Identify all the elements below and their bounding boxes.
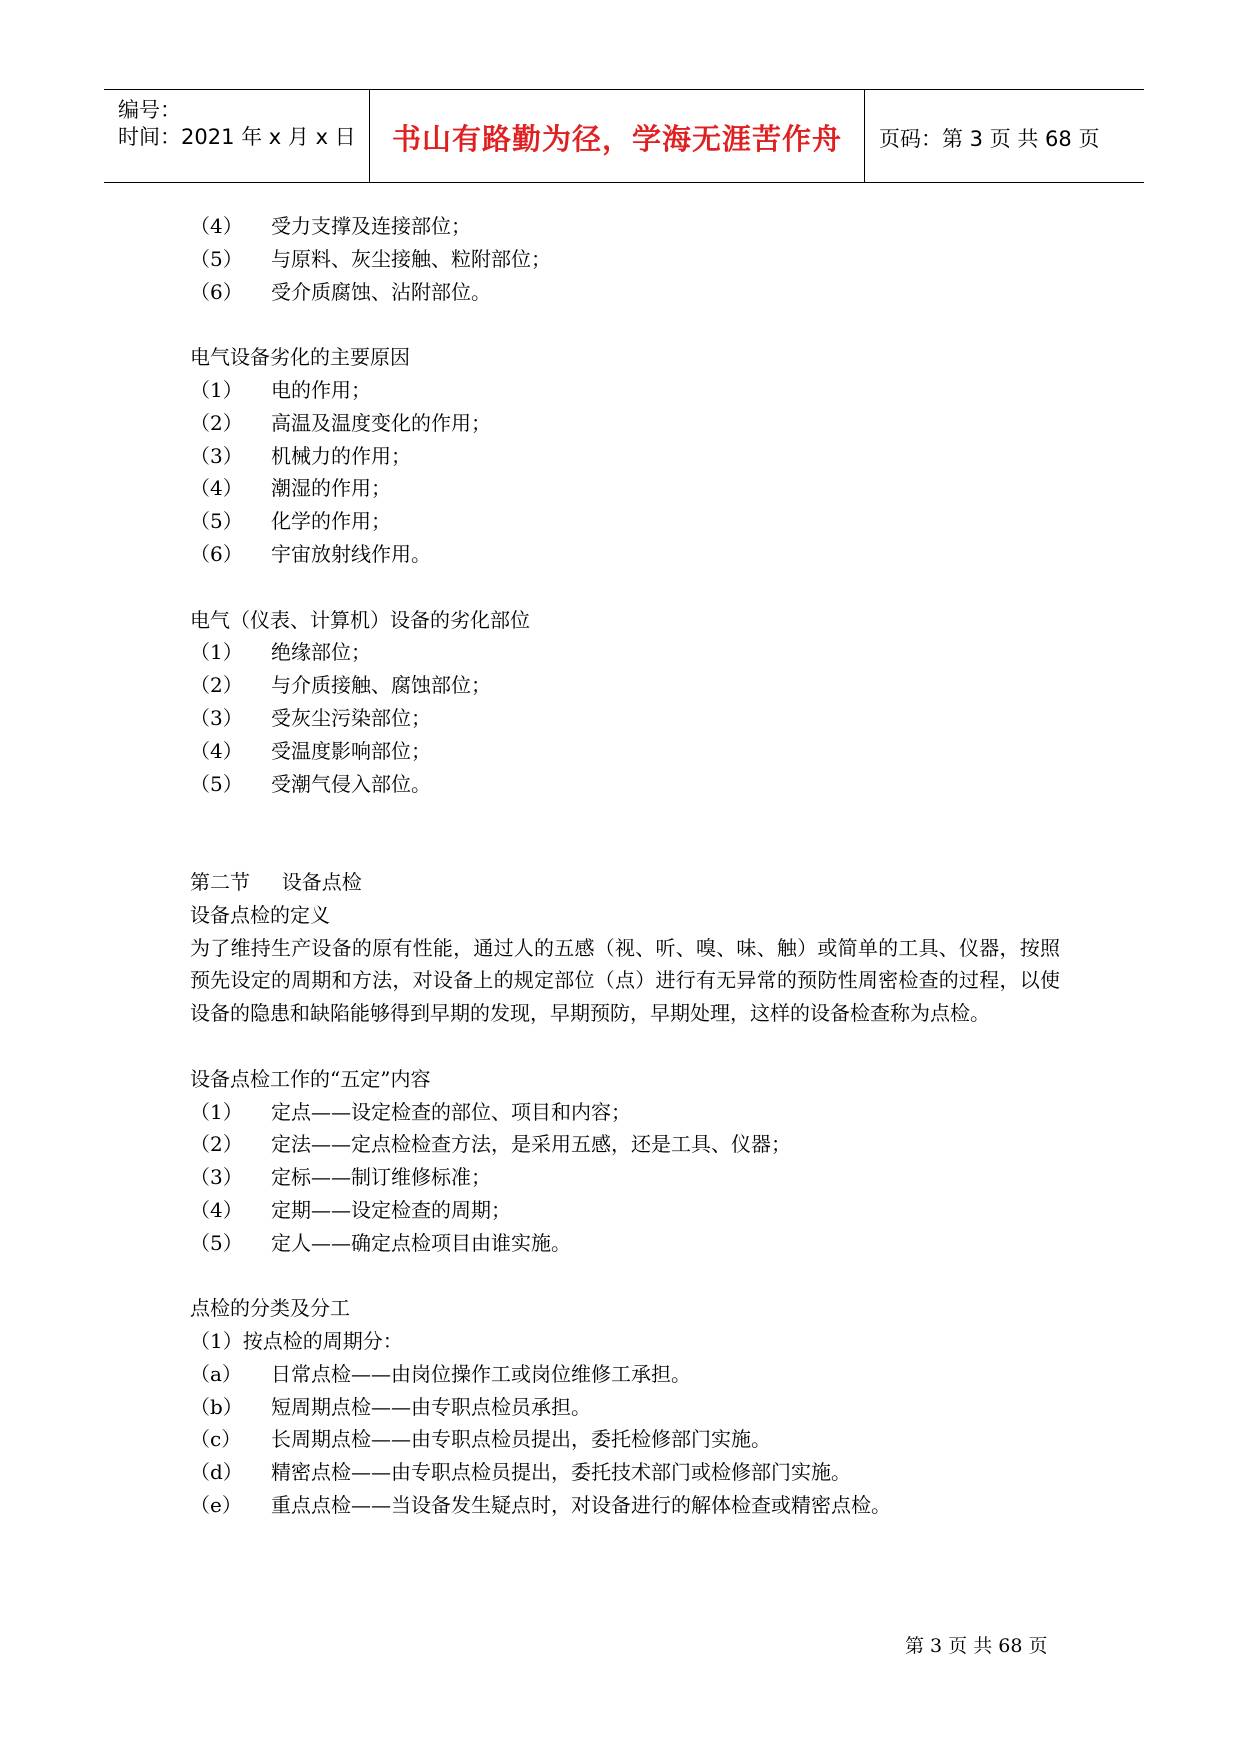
document-number-label: 编号： [118,98,181,122]
document-time-label: 时间：2021 年 x 月 x 日 [118,125,356,149]
list-item: （1） 定点——设定检查的部位、项目和内容； [190,1099,631,1124]
section-title: 第二节 设备点检 [190,869,362,894]
list-item: （2） 定法——定点检检查方法，是采用五感，还是工具、仪器； [190,1132,791,1157]
list-item: （a） 日常点检——由岗位操作工或岗位维修工承担。 [190,1361,691,1386]
definition-paragraph: 为了维持生产设备的原有性能，通过人的五感（视、听、嗅、味、触）或简单的工具、仪器，按照预先设定的周期和方法，对设备上的规定部位（点）进行有无异常的预防性周密检查的过程，以使设备的隐患和缺陷能够得到早期的发现，早期预防，早期处理，这样的设备检查称为点检。 [190,935,1060,1026]
page-footer: 第 3 页 共 68 页 [905,1635,1048,1657]
list-item: （b） 短周期点检——由专职点检员承担。 [190,1394,591,1419]
page-header [104,89,1144,183]
list-item: （1） 绝缘部位； [190,640,371,665]
list-item: （c） 长周期点检——由专职点检员提出，委托检修部门实施。 [190,1427,771,1452]
list-item: （5） 受潮气侵入部位。 [190,771,431,796]
list-item: （1） 电的作用； [190,377,371,402]
list-item: （4） 定期——设定检查的周期； [190,1197,511,1222]
list-item: （2） 高温及温度变化的作用； [190,410,491,435]
list-item: （d） 精密点检——由专职点检员提出，委托技术部门或检修部门实施。 [190,1460,851,1485]
list-item: （2） 与介质接触、腐蚀部位； [190,673,491,698]
subsection-heading: （1）按点检的周期分： [190,1329,403,1354]
section-heading: 点检的分类及分工 [190,1296,350,1321]
list-item: （3） 机械力的作用； [190,443,411,468]
list-item: （6） 受介质腐蚀、沾附部位。 [190,279,491,304]
header-page-cell [865,90,1144,182]
subsection-heading: 设备点检的定义 [190,902,330,927]
header-motto: 书山有路勤为径，学海无涯苦作舟 [391,122,842,156]
section-heading: 电气（仪表、计算机）设备的劣化部位 [190,607,530,632]
list-item: （3） 受灰尘污染部位； [190,705,431,730]
section-heading: 电气设备劣化的主要原因 [190,345,410,370]
list-item: （4） 受力支撑及连接部位； [190,214,471,238]
header-motto-cell [370,90,865,182]
list-item: （5） 化学的作用； [190,509,391,534]
document-body [190,210,1070,1522]
list-item: （4） 潮湿的作用； [190,476,391,501]
header-info-cell [104,90,370,182]
list-item: （5） 与原料、灰尘接触、粒附部位； [190,246,551,271]
list-item: （5） 定人——确定点检项目由谁实施。 [190,1230,571,1255]
list-item: （6） 宇宙放射线作用。 [190,541,431,566]
list-item: （e） 重点点检——当设备发生疑点时，对设备进行的解体检查或精密点检。 [190,1493,891,1518]
header-page-number: 页码：第 3 页 共 68 页 [879,127,1100,151]
list-item: （3） 定标——制订维修标准； [190,1165,491,1190]
list-item: （4） 受温度影响部位； [190,738,431,763]
section-heading: 设备点检工作的“五定”内容 [190,1066,431,1091]
